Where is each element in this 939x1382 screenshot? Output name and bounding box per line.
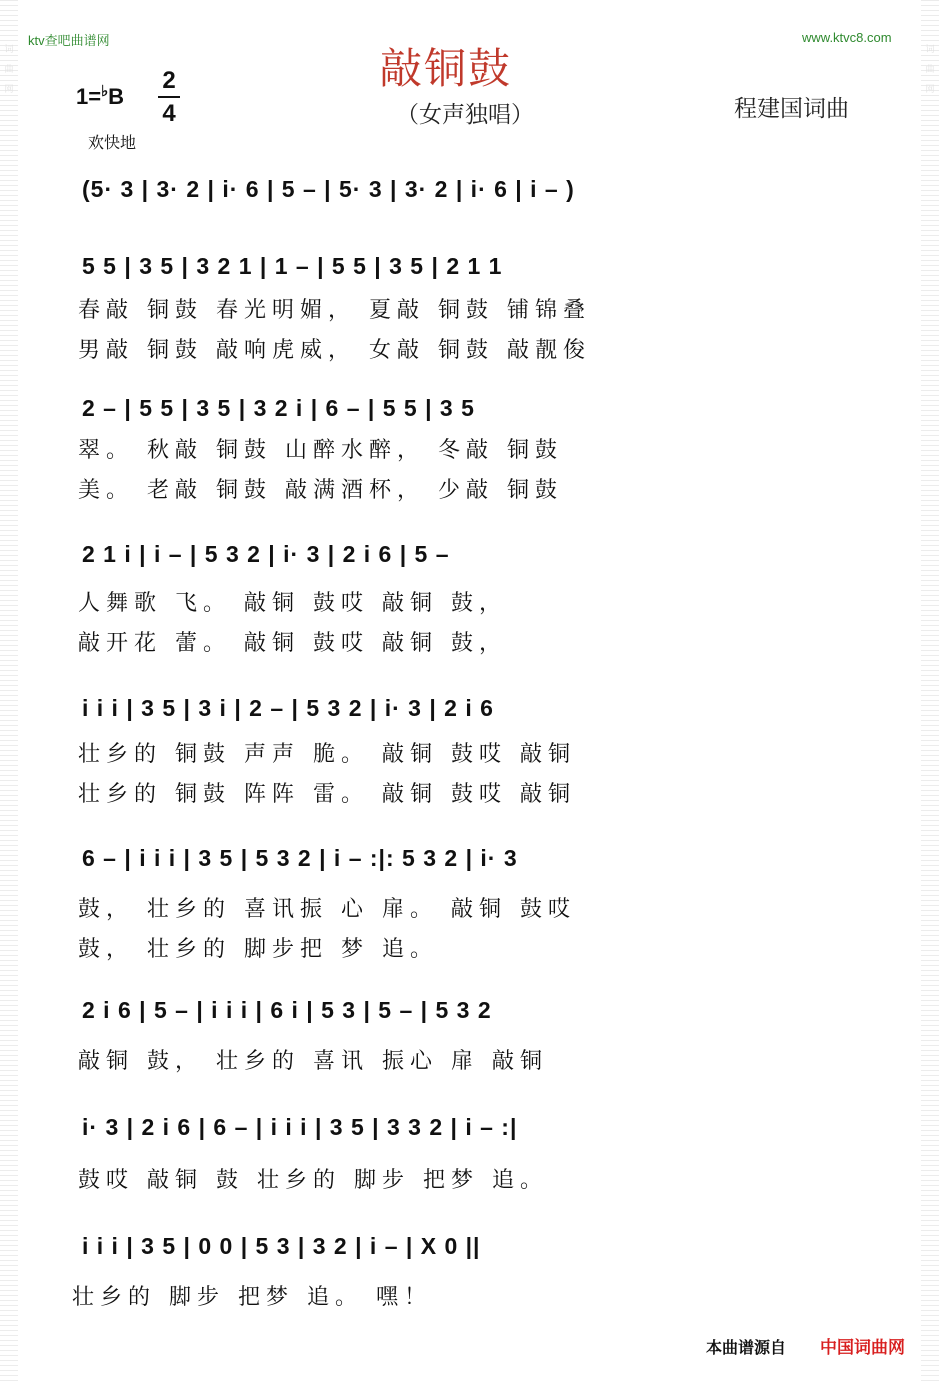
lyric-line-8a: 鼓哎 敲铜 鼓 壮乡的 脚步 把梦 追。 (78, 1168, 548, 1193)
composer-credit: 程建国词曲 (734, 96, 849, 122)
notation-line-3: 2 – | 5 5 | 3 5 | 3 2 i | 6 – | 5 5 | 3 5 (82, 395, 475, 421)
flat-symbol: ♭ (101, 83, 109, 100)
notation-line-1: (5· 3 | 3· 2 | i· 6 | 5 – | 5· 3 | 3· 2 | i· 6 | i – ) (82, 176, 575, 202)
lyric-line-5a: 壮乡的 铜鼓 声声 脆。 敲铜 鼓哎 敲铜 (78, 742, 576, 767)
key-signature (76, 84, 124, 110)
lyric-line-9a: 壮乡的 脚步 把梦 追。 嘿！ (72, 1285, 432, 1310)
lyric-line-7a: 敲铜 鼓， 壮乡的 喜讯 振心 扉 敲铜 (78, 1049, 548, 1074)
source-label: 本曲谱源自 (706, 1338, 787, 1357)
time-signature-bottom: 4 (162, 100, 176, 127)
notation-line-6: 6 – | i i i | 3 5 | 5 3 2 | i – :|: 5 3 2 | i· 3 (82, 845, 518, 871)
site-right-link[interactable]: www.ktvc8.com (802, 30, 892, 45)
lyric-line-4b: 敲开花 蕾。 敲铜 鼓哎 敲铜 鼓， (78, 631, 507, 656)
key-prefix: 1= (76, 84, 102, 109)
lyric-line-5b: 壮乡的 铜鼓 阵阵 雷。 敲铜 鼓哎 敲铜 (78, 782, 576, 807)
lyric-line-2a: 春敲 铜鼓 春光明媚， 夏敲 铜鼓 铺锦叠 (78, 298, 591, 323)
notation-line-4: 2 1 i | i – | 5 3 2 | i· 3 | 2 i 6 | 5 – (82, 541, 450, 567)
lyric-line-3a: 翠。 秋敲 铜鼓 山醉水醉， 冬敲 铜鼓 (78, 438, 563, 463)
site-left-link[interactable]: ktv查吧曲谱网 (28, 33, 110, 48)
right-watermark-strip (921, 0, 939, 1382)
tempo-marking: 欢快地 (88, 133, 137, 152)
notation-line-8: i· 3 | 2 i 6 | 6 – | i i i | 3 5 | 3 3 2 | i – :| (82, 1114, 518, 1140)
notation-line-5: i i i | 3 5 | 3 i | 2 – | 5 3 2 | i· 3 | 2 i 6 (82, 695, 494, 721)
song-subtitle: （女声独唱） (396, 102, 534, 128)
watermark-text: 词曲网 (925, 45, 935, 95)
notation-line-9: i i i | 3 5 | 0 0 | 5 3 | 3 2 | i – | X 0 || (82, 1233, 481, 1259)
lyric-line-4a: 人舞歌 飞。 敲铜 鼓哎 敲铜 鼓， (78, 591, 507, 616)
lyric-line-6a: 鼓， 壮乡的 喜讯振 心 扉。 敲铜 鼓哎 (78, 897, 576, 922)
time-signature-top: 2 (162, 67, 176, 94)
lyric-line-2b: 男敲 铜鼓 敲响虎威， 女敲 铜鼓 敲靓俊 (78, 338, 591, 363)
song-title: 敲铜鼓 (380, 44, 513, 93)
left-watermark-strip (0, 0, 18, 1382)
key-note: B (108, 84, 125, 109)
watermark-text: 词曲网 (4, 45, 14, 95)
notation-line-2: 5 5 | 3 5 | 3 2 1 | 1 – | 5 5 | 3 5 | 2 1 1 (82, 253, 503, 279)
source-site-link[interactable]: 中国词曲网 (820, 1338, 905, 1358)
lyric-line-6b: 鼓， 壮乡的 脚步把 梦 追。 (78, 937, 438, 962)
time-signature (158, 66, 180, 128)
notation-line-7: 2 i 6 | 5 – | i i i | 6 i | 5 3 | 5 – | 5 3 2 (82, 997, 492, 1023)
lyric-line-3b: 美。 老敲 铜鼓 敲满酒杯， 少敲 铜鼓 (78, 478, 563, 503)
